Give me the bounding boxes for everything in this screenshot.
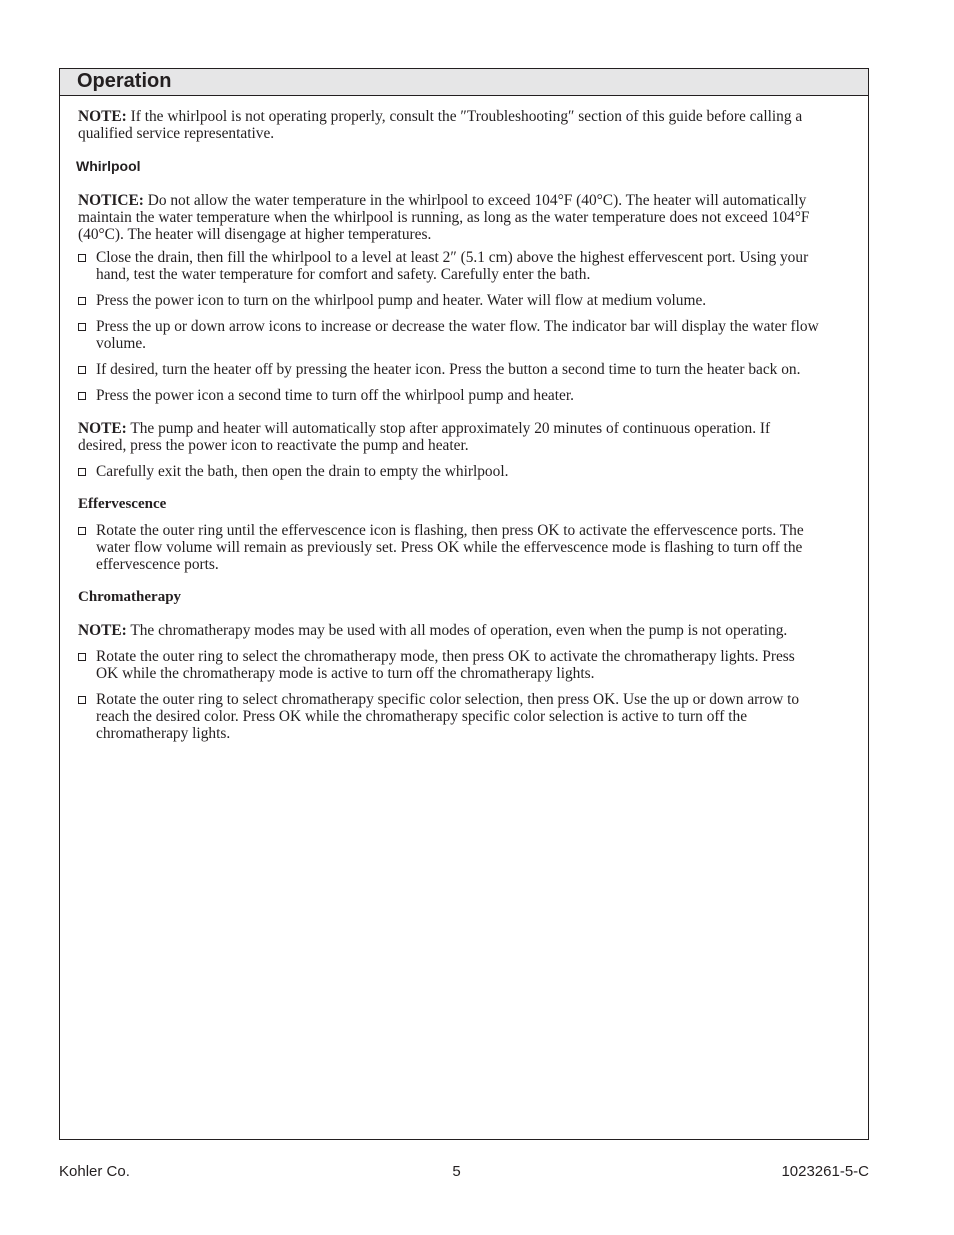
list-item-text: Close the drain, then fill the whirlpool to a level at least 2″ (5.1 cm) above the highest effervescent port. Using your hand, test the water temperature for comfort and safety. Carefully enter the bath.: [96, 249, 809, 283]
section-header-bar: [60, 69, 868, 96]
bullet-square-icon: [78, 696, 86, 704]
chromatherapy-heading: Chromatherapy: [78, 589, 182, 605]
footer-company: Kohler Co.: [59, 1163, 130, 1180]
list-item: [78, 292, 820, 309]
note-text: The pump and heater will automatically stop after approximately 20 minutes of continuous operation. If desired, press the power icon to reactivate the pump and heater.: [78, 420, 771, 454]
effervescence-heading: Effervescence: [78, 496, 167, 512]
list-item-text: Carefully exit the bath, then open the drain to empty the whirlpool.: [96, 463, 509, 480]
temperature-notice: [78, 192, 820, 243]
notice-label: NOTICE:: [78, 192, 144, 209]
note-text: The chromatherapy modes may be used with all modes of operation, even when the pump is not operating.: [126, 622, 788, 639]
list-item-text: Rotate the outer ring to select chromatherapy specific color selection, then press OK. Use the up or down arrow to reach the desired color. Press OK while the chromatherapy specific color selection is active to turn off the chromatherapy lights.: [96, 691, 800, 742]
operation-section: [59, 68, 869, 1140]
footer-page-number: 5: [452, 1163, 461, 1180]
list-item: [78, 387, 820, 404]
whirlpool-steps: [78, 249, 820, 404]
list-item: [78, 463, 820, 480]
list-item: [78, 691, 820, 742]
chromatherapy-note: [78, 622, 820, 639]
whirlpool-final-steps: [78, 463, 820, 480]
bullet-square-icon: [78, 527, 86, 535]
list-item: [78, 249, 820, 283]
troubleshooting-note: [78, 108, 820, 142]
list-item: [78, 522, 820, 573]
effervescence-steps: [78, 522, 820, 573]
note-label: NOTE:: [78, 108, 127, 125]
list-item-text: Rotate the outer ring to select the chromatherapy mode, then press OK to activate the chromatherapy lights. Press OK while the chromatherapy mode is active to turn off the chromatherapy lights.: [96, 648, 795, 682]
bullet-square-icon: [78, 366, 86, 374]
bullet-square-icon: [78, 297, 86, 305]
bullet-square-icon: [78, 254, 86, 262]
note-text: If the whirlpool is not operating properly, consult the ″Troubleshooting″ section of this guide before calling a qualified service representative.: [78, 108, 803, 142]
whirlpool-heading: Whirlpool: [76, 158, 141, 174]
footer-doc-number: 1023261-5-C: [781, 1163, 869, 1180]
list-item: [78, 361, 820, 378]
bullet-square-icon: [78, 468, 86, 476]
page-footer: [59, 1163, 869, 1181]
note-label: NOTE:: [78, 622, 127, 639]
bullet-square-icon: [78, 653, 86, 661]
list-item: [78, 318, 820, 352]
list-item-text: Press the power icon a second time to turn off the whirlpool pump and heater.: [96, 387, 574, 404]
list-item-text: Rotate the outer ring until the effervescence icon is flashing, then press OK to activate the effervescence ports. The water flow volume will remain as previously set. Press OK while the effervescence mode is flashing to turn off the effervescence ports.: [96, 522, 804, 573]
list-item: [78, 648, 820, 682]
note-label: NOTE:: [78, 420, 127, 437]
section-title: Operation: [77, 70, 172, 92]
section-content: [78, 108, 820, 751]
chromatherapy-steps: [78, 648, 820, 742]
auto-stop-note: [78, 420, 820, 454]
list-item-text: Press the up or down arrow icons to increase or decrease the water flow. The indicator bar will display the water flow volume.: [96, 318, 819, 352]
list-item-text: Press the power icon to turn on the whirlpool pump and heater. Water will flow at medium volume.: [96, 292, 707, 309]
bullet-square-icon: [78, 323, 86, 331]
list-item-text: If desired, turn the heater off by pressing the heater icon. Press the button a second time to turn the heater back on.: [96, 361, 801, 378]
bullet-square-icon: [78, 392, 86, 400]
notice-text: Do not allow the water temperature in the whirlpool to exceed 104°F (40°C). The heater will automatically maintain the water temperature when the whirlpool is running, as long as the water temperature does not exceed 104°F (40°C). The heater will disengage at higher temperatures.: [78, 192, 810, 243]
